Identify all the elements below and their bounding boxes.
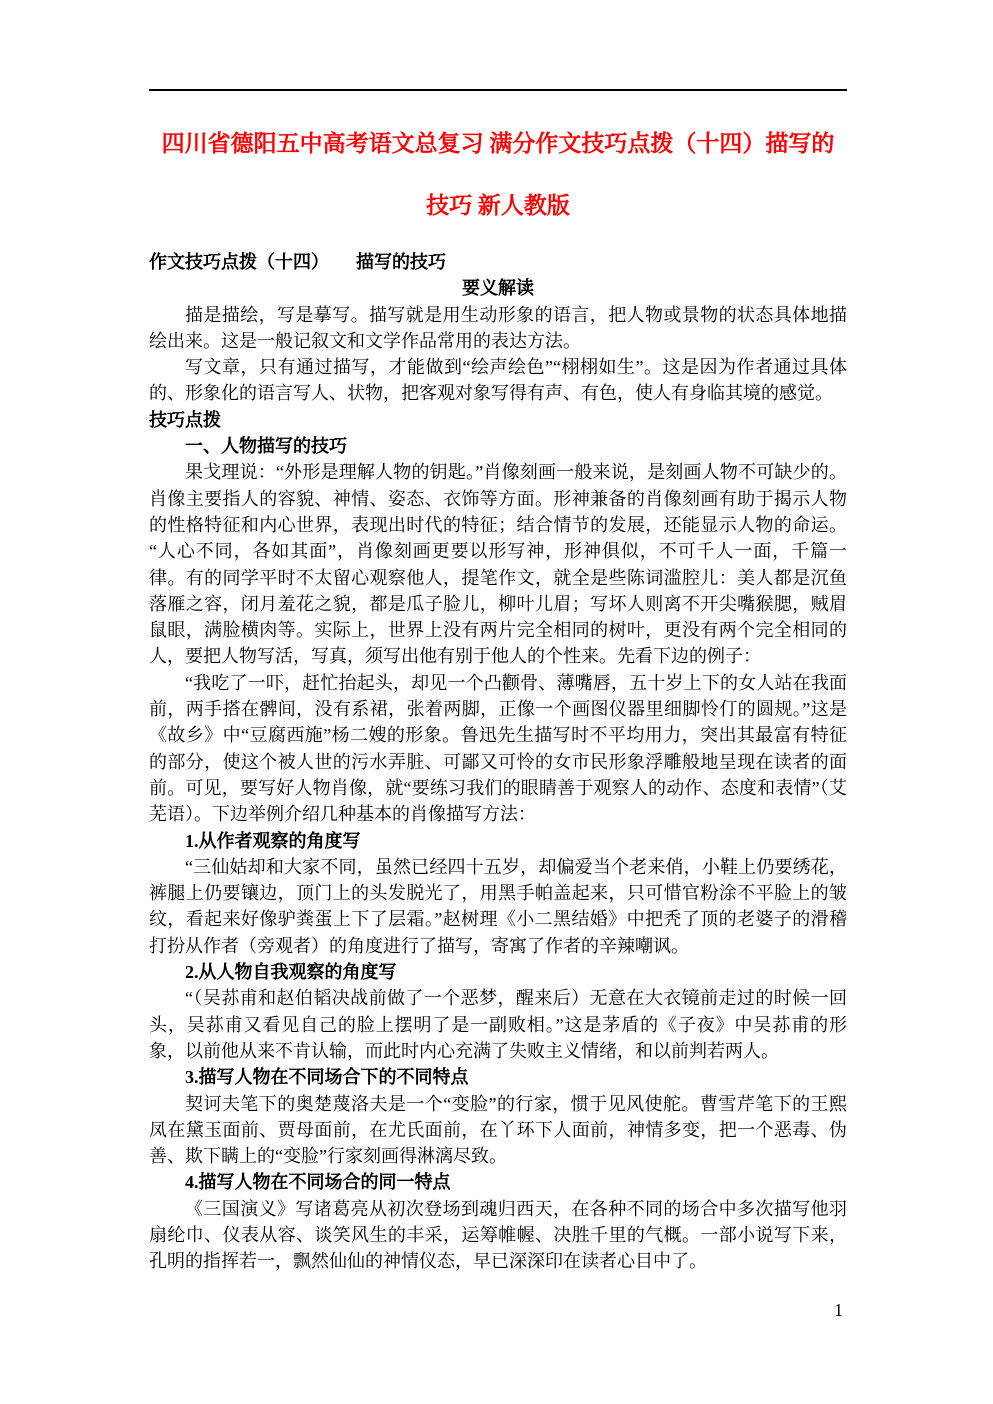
paragraph: “三仙姑却和大家不同，虽然已经四十五岁，却偏爱当个老来俏，小鞋上仍要绣花，裤腿上仍要镶边，顶门上的头发脱光了，用黑手帕盖起来，只可惜官粉涂不平脸上的皱纹，看起来好像驴粪蛋上下了层霜。”赵树理《小二黑结婚》中把秃了顶的老婆子的滑稽打扮从作者（旁观者）的角度进行了描写，寄寓了作者的辛辣嘲讽。 (149, 856, 847, 956)
paragraph: 描是描绘，写是摹写。描写就是用生动形象的语言，把人物或景物的状态具体地描绘出来。这是一般记叙文和文学作品常用的表达方法。 (149, 304, 847, 351)
document-title (149, 113, 847, 237)
page-number: 1 (834, 1300, 843, 1320)
section-heading: 作文技巧点拨（十四） 描写的技巧 (149, 252, 446, 272)
document-body (149, 249, 847, 1275)
paragraph: 写文章，只有通过描写，才能做到“绘声绘色”“栩栩如生”。这是因为作者通过具体的、形象化的语言写人、状物，把客观对象写得有声、有色，使人有身临其境的感觉。 (149, 357, 847, 404)
numbered-heading: 2.从人物自我观察的角度写 (185, 962, 397, 983)
numbered-heading: 1.从作者观察的角度写 (185, 830, 361, 851)
paragraph: “我吃了一吓，赶忙抬起头，却见一个凸颧骨、薄嘴唇，五十岁上下的女人站在我面前，两手搭在髀间，没有系裙，张着两脚，正像一个画图仪器里细脚怜仃的圆规。”这是《故乡》中“豆腐西施”杨二嫂的形象。鲁迅先生描写时不平均用力，突出其最富有特征的部分，使这个被人世的污水弄脏、可鄙又可怜的女市民形象浮雕般地呈现在读者的面前。可见，要写好人物肖像，就“要练习我们的眼睛善于观察人的动作、态度和表情”（艾芜语）。下边举例介绍几种基本的肖像描写方法： (149, 672, 847, 825)
paragraph: 果戈理说：“外形是理解人物的钥匙。”肖像刻画一般来说，是刻画人物不可缺少的。肖像主要指人的容貌、神情、姿态、衣饰等方面。形神兼备的肖像刻画有助于揭示人物的性格特征和内心世界，表现出时代的特征；结合情节的发展，还能显示人物的命运。“人心不同，各如其面”，肖像刻画更要以形写神，形神俱似，不可千人一面，千篇一律。有的同学平时不太留心观察他人，提笔作文，就全是些陈词滥腔儿：美人都是沉鱼落雁之容，闭月羞花之貌，都是瓜子脸儿，柳叶儿眉；写坏人则离不开尖嘴猴腮，贼眉鼠眼，满脸横肉等。实际上，世界上没有两片完全相同的树叶，更没有两个完全相同的人，要把人物写活，写真，须写出他有别于他人的个性来。先看下边的例子： (149, 462, 847, 667)
paragraph: 《三国演义》写诸葛亮从初次登场到魂归西天，在各种不同的场合中多次描写他羽扇纶巾、仪表从容、谈笑风生的丰采，运筹帷幄、决胜千里的气概。一部小说写下来，孔明的指挥若一，飘然仙仙的神情仪态，早已深深印在读者心目中了。 (149, 1198, 847, 1272)
numbered-heading: 4.描写人物在不同场合的同一特点 (185, 1172, 451, 1193)
section-heading: 技巧点拨 (149, 409, 221, 430)
subsection-heading: 一、人物描写的技巧 (185, 436, 347, 457)
document-title-line-1: 四川省德阳五中高考语文总复习 满分作文技巧点拨（十四）描写的 (161, 131, 835, 156)
header-divider (149, 89, 847, 91)
paragraph: “（吴荪甫和赵伯韬决战前做了一个恶梦，醒来后）无意在大衣镜前走过的时候一回头，吴荪甫又看见自己的脸上摆明了是一副败相。”这是茅盾的《子夜》中吴荪甫的形象，以前他从来不肯认输，而此时内心充满了失败主义情绪，和以前判若两人。 (149, 988, 847, 1061)
document-title-line-2: 技巧 新人教版 (426, 193, 570, 218)
paragraph: 契诃夫笔下的奥楚蔑洛夫是一个“变脸”的行家，惯于见风使舵。曹雪芹笔下的王熙凤在黛玉面前、贾母面前，在尤氏面前，在丫环下人面前，神情多变，把一个恶毒、伪善、欺下瞒上的“变脸”行家刻画得淋漓尽致。 (149, 1093, 847, 1167)
numbered-heading: 3.描写人物在不同场合下的不同特点 (185, 1067, 469, 1088)
section-subheading: 要义解读 (462, 278, 534, 299)
